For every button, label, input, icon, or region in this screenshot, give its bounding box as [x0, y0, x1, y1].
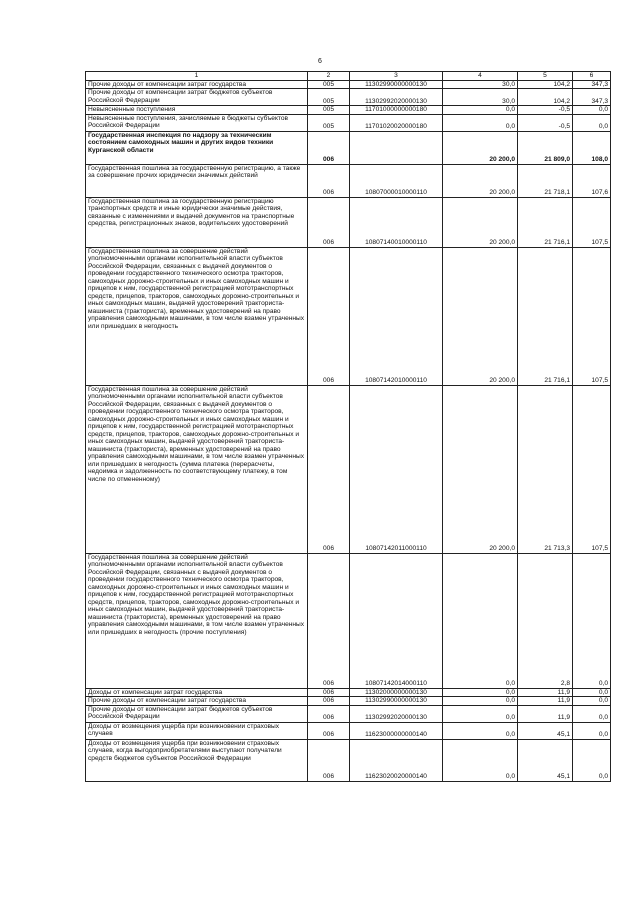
- revenue-code-cell: 11701020020000180: [350, 114, 443, 131]
- planned-amount-cell: 30,0: [443, 89, 518, 106]
- page-number: 6: [318, 58, 322, 65]
- planned-amount-cell: 20 200,0: [443, 164, 518, 197]
- description-cell: Невыясненные поступления, зачисляемые в бюджеты субъектов Российской Федерации: [86, 114, 308, 131]
- table-row: [86, 688, 611, 697]
- revenue-code-cell: 11302992020000130: [350, 705, 443, 722]
- planned-amount-cell: 30,0: [443, 80, 518, 89]
- revenue-code-cell: 10807140010000110: [350, 197, 443, 247]
- admin-code-cell: 006: [308, 688, 350, 697]
- revenue-code-cell: 10807142014000110: [350, 553, 443, 688]
- table-row: [86, 697, 611, 706]
- actual-amount-cell: 45,1: [518, 722, 573, 739]
- revenue-code-cell: 11302990000000130: [350, 80, 443, 89]
- actual-amount-cell: -0,5: [518, 114, 573, 131]
- admin-code-cell: 006: [308, 164, 350, 197]
- planned-amount-cell: 20 200,0: [443, 247, 518, 385]
- actual-amount-cell: 21 718,1: [518, 164, 573, 197]
- planned-amount-cell: 0,0: [443, 705, 518, 722]
- admin-code-cell: 006: [308, 722, 350, 739]
- revenue-code-cell: 11302992020000130: [350, 89, 443, 106]
- table-row: [86, 106, 611, 115]
- percent-cell: 107,5: [573, 247, 611, 385]
- percent-cell: 0,0: [573, 106, 611, 115]
- actual-amount-cell: 21 716,1: [518, 247, 573, 385]
- planned-amount-cell: 20 200,0: [443, 131, 518, 164]
- revenue-table: [85, 71, 611, 782]
- col-header-3: 3: [350, 72, 443, 81]
- percent-cell: 347,3: [573, 80, 611, 89]
- revenue-code-cell: 11623000000000140: [350, 722, 443, 739]
- description-cell: Государственная инспекция по надзору за техническим состоянием самоходных машин и других видов техники Курганской области: [86, 131, 308, 164]
- table-row: [86, 385, 611, 553]
- description-cell: Государственная пошлина за совершение действий уполномоченными органами исполнительной власти субъектов Российской Федерации, связанных с выдачей документов о проведении государственного технического осмотра тракторов, самоходных дорожно-строительных и иных самоходных машин и прицепов к ним, государственной регистрацией мототранспортных средств, прицепов, тракторов, самоходных дорожно-строительных и иных самоходных машин, выдачей удостоверений тракториста-машиниста (тракториста), временных удостоверений на право управления самоходными машинами, в том числе взамен утраченных или пришедших в негодность: [86, 247, 308, 385]
- actual-amount-cell: 45,1: [518, 739, 573, 781]
- description-cell: Прочие доходы от компенсации затрат бюджетов субъектов Российской Федерации: [86, 705, 308, 722]
- planned-amount-cell: 0,0: [443, 722, 518, 739]
- revenue-code-cell: [350, 131, 443, 164]
- planned-amount-cell: 20 200,0: [443, 197, 518, 247]
- description-cell: Прочие доходы от компенсации затрат бюджетов субъектов Российской Федерации: [86, 89, 308, 106]
- admin-code-cell: 005: [308, 114, 350, 131]
- table-row: [86, 705, 611, 722]
- revenue-code-cell: 11701000000000180: [350, 106, 443, 115]
- table-row: [86, 739, 611, 781]
- description-cell: Доходы от возмещения ущерба при возникновении страховых случаев: [86, 722, 308, 739]
- planned-amount-cell: 20 200,0: [443, 385, 518, 553]
- col-header-2: 2: [308, 72, 350, 81]
- revenue-code-cell: 11623020020000140: [350, 739, 443, 781]
- percent-cell: 0,0: [573, 688, 611, 697]
- planned-amount-cell: 0,0: [443, 106, 518, 115]
- admin-code-cell: 006: [308, 197, 350, 247]
- table-row: [86, 89, 611, 106]
- planned-amount-cell: 0,0: [443, 697, 518, 706]
- percent-cell: 0,0: [573, 114, 611, 131]
- description-cell: Доходы от возмещения ущерба при возникновении страховых случаев, когда выгодоприобретателями выступают получатели средств бюджетов субъектов Российской Федерации: [86, 739, 308, 781]
- actual-amount-cell: 21 809,0: [518, 131, 573, 164]
- percent-cell: 107,6: [573, 164, 611, 197]
- actual-amount-cell: 21 713,3: [518, 385, 573, 553]
- table-row: [86, 164, 611, 197]
- planned-amount-cell: 0,0: [443, 688, 518, 697]
- actual-amount-cell: 21 716,1: [518, 197, 573, 247]
- percent-cell: 0,0: [573, 705, 611, 722]
- revenue-code-cell: 11302000000000130: [350, 688, 443, 697]
- header-row: [86, 72, 611, 81]
- col-header-1: 1: [86, 72, 308, 81]
- table-row: [86, 247, 611, 385]
- table-row: [86, 553, 611, 688]
- table-row: [86, 80, 611, 89]
- table-row: [86, 722, 611, 739]
- actual-amount-cell: 104,2: [518, 89, 573, 106]
- description-cell: Доходы от компенсации затрат государства: [86, 688, 308, 697]
- revenue-code-cell: 10807142011000110: [350, 385, 443, 553]
- percent-cell: 108,0: [573, 131, 611, 164]
- percent-cell: 0,0: [573, 739, 611, 781]
- admin-code-cell: 005: [308, 80, 350, 89]
- percent-cell: 347,3: [573, 89, 611, 106]
- admin-code-cell: 006: [308, 705, 350, 722]
- actual-amount-cell: 11,9: [518, 697, 573, 706]
- admin-code-cell: 006: [308, 385, 350, 553]
- col-header-4: 4: [443, 72, 518, 81]
- percent-cell: 107,5: [573, 385, 611, 553]
- planned-amount-cell: 0,0: [443, 114, 518, 131]
- actual-amount-cell: 11,9: [518, 705, 573, 722]
- revenue-code-cell: 11302990000000130: [350, 697, 443, 706]
- description-cell: Государственная пошлина за государственную регистрацию транспортных средств и иные юридически значимые действия, связанные с изменениями и выдачей документов на транспортные средства, регистрационных знаков, водительских удостоверений: [86, 197, 308, 247]
- actual-amount-cell: -0,5: [518, 106, 573, 115]
- revenue-code-cell: 10807000010000110: [350, 164, 443, 197]
- description-cell: Невыясненные поступления: [86, 106, 308, 115]
- percent-cell: 107,5: [573, 197, 611, 247]
- revenue-code-cell: 10807142010000110: [350, 247, 443, 385]
- planned-amount-cell: 0,0: [443, 739, 518, 781]
- description-cell: Прочие доходы от компенсации затрат государства: [86, 697, 308, 706]
- table-row: [86, 114, 611, 131]
- percent-cell: 0,0: [573, 722, 611, 739]
- col-header-5: 5: [518, 72, 573, 81]
- actual-amount-cell: 11,9: [518, 688, 573, 697]
- admin-code-cell: 006: [308, 247, 350, 385]
- actual-amount-cell: 104,2: [518, 80, 573, 89]
- actual-amount-cell: 2,8: [518, 553, 573, 688]
- admin-code-cell: 006: [308, 553, 350, 688]
- table-row: [86, 197, 611, 247]
- percent-cell: 0,0: [573, 553, 611, 688]
- description-cell: Государственная пошлина за совершение действий уполномоченными органами исполнительной власти субъектов Российской Федерации, связанных с выдачей документов о проведении государственного технического осмотра тракторов, самоходных дорожно-строительных и иных самоходных машин и прицепов к ним, государственной регистрацией мототранспортных средств, прицепов, тракторов, самоходных дорожно-строительных и иных самоходных машин, выдачей удостоверений тракториста-машиниста (тракториста), временных удостоверений на право управления самоходными машинами, в том числе взамен утраченных или пришедших в негодность (сумма платежа (перерасчеты, недоимка и задолженность по соответствующему платежу, в том числе по отмененному): [86, 385, 308, 553]
- planned-amount-cell: 0,0: [443, 553, 518, 688]
- admin-code-cell: 006: [308, 739, 350, 781]
- percent-cell: 0,0: [573, 697, 611, 706]
- table-row: [86, 131, 611, 164]
- description-cell: Прочие доходы от компенсации затрат государства: [86, 80, 308, 89]
- admin-code-cell: 006: [308, 131, 350, 164]
- admin-code-cell: 006: [308, 697, 350, 706]
- admin-code-cell: 005: [308, 89, 350, 106]
- description-cell: Государственная пошлина за совершение действий уполномоченными органами исполнительной власти субъектов Российской Федерации, связанных с выдачей документов о проведении государственного технического осмотра тракторов, самоходных дорожно-строительных и иных самоходных машин и прицепов к ним, государственной регистрацией мототранспортных средств, прицепов, тракторов, самоходных дорожно-строительных и иных самоходных машин, выдачей удостоверений тракториста-машиниста (тракториста), временных удостоверений на право управления самоходными машинами, в том числе взамен утраченных или пришедших в негодность (прочие поступления): [86, 553, 308, 688]
- description-cell: Государственная пошлина за государственную регистрацию, а также за совершение прочих юридически значимых действий: [86, 164, 308, 197]
- admin-code-cell: 005: [308, 106, 350, 115]
- col-header-6: 6: [573, 72, 611, 81]
